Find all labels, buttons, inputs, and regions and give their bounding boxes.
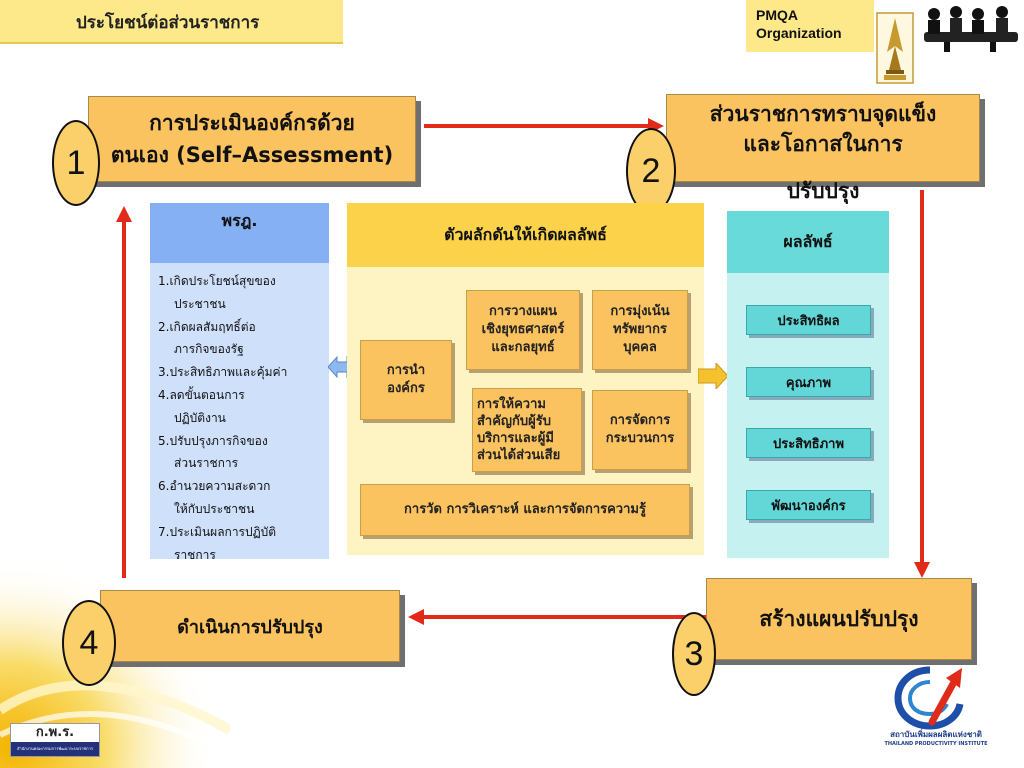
law-item: ปฏิบัติงาน [174,410,226,425]
driver-hr-line1: การมุ่งเน้น [610,304,670,319]
step1-label-line1: การประเมินองค์กรด้วย [149,111,355,135]
driver-hr-line2: ทรัพยากร [613,322,667,337]
driver-measurement-label: การวัด การวิเคราะห์ และการจัดการความรู้ [404,502,646,517]
tpi-label [876,730,996,748]
result-org-development: พัฒนาองค์กร [746,490,871,520]
driver-strategy-line2: เชิงยุทธศาสตร์ [481,322,565,337]
result-effectiveness: ประสิทธิผล [746,305,871,335]
law-item: 4.ลดขั้นตอนการ [158,387,245,402]
law-item: ราชการ [174,547,216,562]
driver-strategy-line1: การวางแผน [489,304,557,319]
step3-number: 3 [672,612,716,696]
driver-measurement [360,484,690,536]
step4-label: ดำเนินการปรับปรุง [177,616,323,638]
driver-customer-line2: สำคัญกับผู้รับ [477,414,551,429]
opdc-logo [10,723,100,757]
driver-customer-line3: บริการและผู้มี [477,431,554,446]
drivers-to-results-arrow [698,363,728,389]
law-item: ให้กับประชาชน [174,501,255,516]
law-header: พรฎ. [150,203,329,263]
driver-process-line2: กระบวนการ [605,431,675,446]
pmqa-label-line2: Organization [756,25,842,41]
driver-customer [472,388,582,472]
step2-label-line3: ปรับปรุง [786,179,860,203]
pmqa-label-line1: PMQA [756,7,798,23]
tpi-label-line1: สถาบันเพิ่มผลผลิตแห่งชาติ [890,730,982,739]
result-quality: คุณภาพ [746,367,871,397]
law-item: ภารกิจของรัฐ [174,342,244,357]
tpi-logo [892,664,972,730]
driver-strategy-line3: และกลยุทธ์ [491,340,555,355]
driver-process [592,390,688,470]
driver-process-line1: การจัดการ [609,413,671,428]
law-item: ประชาชน [174,296,226,311]
law-item: 3.ประสิทธิภาพและคุ้มค่า [158,365,288,380]
driver-hr-line3: บุคคล [623,340,657,355]
step2-strengths-box [666,94,980,182]
step4-number: 4 [62,600,116,686]
drivers-header: ตัวผลักดันให้เกิดผลลัพธ์ [347,203,704,267]
page-title: ประโยชน์ต่อส่วนราชการ [0,0,343,44]
step4-implement-box [100,590,400,662]
law-items-list [158,270,328,566]
law-item: 5.ปรับปรุงภารกิจของ [158,433,268,448]
law-item: 7.ประเมินผลการปฏิบัติ [158,524,277,539]
driver-customer-line4: ส่วนได้ส่วนเสีย [477,448,561,463]
step3-label: สร้างแผนปรับปรุง [759,606,919,631]
law-item: 6.อำนวยความสะดวก [158,479,271,494]
driver-strategy [466,290,580,370]
step3-improvement-plan-box [706,578,972,660]
driver-hr [592,290,688,370]
driver-leadership-line1: การนำ [386,363,426,378]
driver-leadership-line2: องค์กร [387,381,425,396]
step2-number: 2 [626,128,676,214]
result-efficiency: ประสิทธิภาพ [746,428,871,458]
driver-leadership [360,340,452,420]
opdc-logo-label: ก.พ.ร. [35,725,75,740]
step1-number: 1 [52,120,100,206]
step1-self-assessment-box [88,96,416,182]
step1-label-line2: ตนเอง (Self–Assessment) [110,143,394,167]
driver-customer-line1: การให้ความ [477,397,546,412]
opdc-logo-subtitle: สำนักงานคณะกรรมการพัฒนาระบบราชการ [11,742,99,756]
law-item: 2.เกิดผลสัมฤทธิ์ต่อ [158,319,256,334]
results-header: ผลลัพธ์ [727,211,889,273]
tpi-label-line2: THAILAND PRODUCTIVITY INSTITUTE [884,741,988,747]
law-item: 1.เกิดประโยชน์สุขของ [158,274,276,288]
step2-label-line1: ส่วนราชการทราบจุดแข็ง [709,102,937,126]
step2-label-line2: และโอกาสในการ [743,132,903,156]
law-item: ส่วนราชการ [174,456,239,471]
